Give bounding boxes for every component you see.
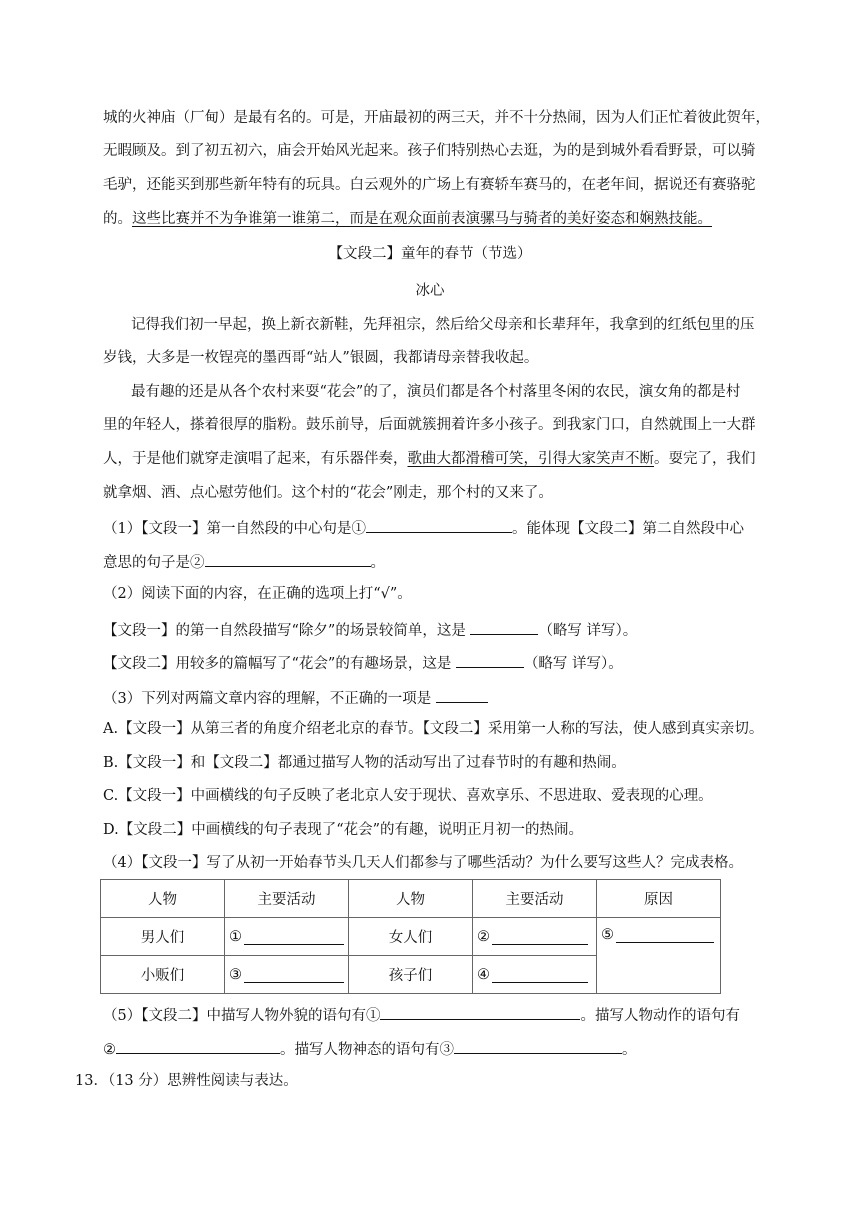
circle-number: ① bbox=[229, 928, 242, 945]
option-d: D.【文段二】中画横线的句子表现了“花会”的有趣，说明正月初一的热闹。 bbox=[103, 822, 584, 838]
passage1-text: 的。 bbox=[103, 211, 132, 227]
answer-blank[interactable] bbox=[436, 686, 488, 703]
option-c: C.【文段一】中画横线的句子反映了老北京人安于现状、喜欢享乐、不思进取、爱表现的心理。 bbox=[103, 788, 713, 804]
question-text: （略写 详写）。 bbox=[523, 656, 623, 672]
table-header: 主要活动 bbox=[473, 880, 597, 918]
question-text: 意思的句子是② bbox=[103, 555, 205, 571]
table-header-row bbox=[101, 880, 721, 918]
answer-blank[interactable] bbox=[470, 618, 538, 635]
answer-blank[interactable] bbox=[244, 930, 344, 945]
question-text: 。 bbox=[370, 555, 385, 571]
table-cell: 小贩们 bbox=[101, 956, 225, 994]
answer-blank[interactable] bbox=[456, 651, 524, 668]
table-cell: 男人们 bbox=[101, 918, 225, 956]
question-2: （2）阅读下面的内容，在正确的选项上打“√”。 bbox=[103, 586, 412, 602]
answer-blank[interactable] bbox=[492, 930, 588, 945]
option-b: B.【文段一】和【文段二】都通过描写人物的活动写出了过春节时的有趣和热闹。 bbox=[103, 755, 626, 771]
passage2-text: 。耍完了，我们 bbox=[654, 451, 756, 467]
activity-table bbox=[100, 879, 721, 994]
answer-blank[interactable] bbox=[492, 968, 588, 983]
circle-number: ③ bbox=[229, 966, 242, 983]
answer-blank[interactable] bbox=[116, 1037, 280, 1054]
passage2-line bbox=[103, 449, 756, 469]
question-text: 【文段二】用较多的篇幅写了“花会”的有趣场景，这是 bbox=[103, 656, 452, 672]
question-text: ② bbox=[103, 1042, 116, 1058]
passage1-line bbox=[103, 209, 712, 229]
passage2-line: 岁钱，大多是一枚锃亮的墨西哥“站人”银圆，我都请母亲替我收起。 bbox=[103, 350, 539, 366]
answer-blank[interactable] bbox=[244, 968, 344, 983]
passage2-author: 冰心 bbox=[415, 283, 445, 299]
table-header: 人物 bbox=[101, 880, 225, 918]
reason-cell[interactable] bbox=[597, 918, 721, 994]
table-header: 人物 bbox=[349, 880, 473, 918]
option-a: A.【文段一】从第三者的角度介绍老北京的春节。【文段二】采用第一人称的写法，使人感到真实亲切。 bbox=[103, 721, 764, 737]
answer-cell[interactable] bbox=[225, 956, 349, 994]
question-text: 。描写人物神态的语句有③ bbox=[280, 1042, 454, 1058]
question-2-item bbox=[103, 651, 623, 674]
passage2-line: 记得我们初一早起，换上新衣新鞋，先拜祖宗，然后给父母亲和长辈拜年，我拿到的红纸包里的压 bbox=[131, 317, 755, 333]
answer-blank[interactable] bbox=[454, 1037, 622, 1054]
question-text: 。描写人物动作的语句有 bbox=[580, 1008, 740, 1024]
table-header: 主要活动 bbox=[225, 880, 349, 918]
circle-number: ④ bbox=[477, 966, 490, 983]
question-3 bbox=[103, 686, 488, 709]
question-1-cont bbox=[103, 550, 385, 573]
circle-number: ② bbox=[477, 928, 490, 945]
underlined-sentence: 歌曲大都滑稽可笑，引得大家笑声不断 bbox=[407, 451, 654, 467]
passage2-title: 【文段二】童年的春节（节选） bbox=[328, 246, 532, 262]
table-header: 原因 bbox=[597, 880, 721, 918]
question-4: （4）【文段一】写了从初一开始春节头几天人们都参与了哪些活动？为什么要写这些人？完成表格。 bbox=[103, 855, 743, 871]
passage2-text: 人，于是他们就穿走演唱了起来，有乐器伴奏， bbox=[103, 451, 408, 467]
passage1-line: 无暇顾及。到了初五初六，庙会开始风光起来。孩子们特别热心去逛，为的是到城外看看野景，可以骑 bbox=[103, 143, 756, 159]
answer-blank[interactable] bbox=[366, 516, 512, 533]
question-text: （1）【文段一】第一自然段的中心句是① bbox=[103, 521, 366, 537]
passage2-line: 最有趣的还是从各个农村来耍“花会”的了，演员们都是各个村落里冬闲的农民，演女角的都是村 bbox=[131, 384, 741, 400]
circle-number: ⑤ bbox=[601, 927, 614, 943]
table-row bbox=[101, 918, 721, 956]
question-text: 。能体现【文段二】第二自然段中心 bbox=[511, 521, 744, 537]
passage2-line: 里的年轻人，搽着很厚的脂粉。鼓乐前导，后面就簇拥着许多小孩子。到我家门口，自然就围上一大群 bbox=[103, 417, 756, 433]
passage1-line: 城的火神庙（厂甸）是最有名的。可是，开庙最初的两三天，并不十分热闹，因为人们正忙着彼此贺年， bbox=[103, 110, 770, 126]
answer-cell[interactable] bbox=[225, 918, 349, 956]
question-1 bbox=[103, 516, 744, 539]
question-text: （3）下列对两篇文章内容的理解，不正确的一项是 bbox=[103, 691, 432, 707]
question-2-item bbox=[103, 618, 637, 641]
answer-blank[interactable] bbox=[380, 1003, 580, 1020]
question-text: （略写 详写）。 bbox=[538, 623, 638, 639]
question-text: 。 bbox=[622, 1042, 637, 1058]
passage2-line: 就拿烟、酒、点心慰劳他们。这个村的“花会”刚走，那个村的又来了。 bbox=[103, 485, 553, 501]
passage1-line: 毛驴，还能买到那些新年特有的玩具。白云观外的广场上有赛轿车赛马的，在老年间，据说还有赛骆驼 bbox=[103, 177, 756, 193]
answer-blank[interactable] bbox=[616, 928, 714, 943]
question-text: 【文段一】的第一自然段描写“除夕”的场景较简单，这是 bbox=[103, 623, 466, 639]
table-cell: 孩子们 bbox=[349, 956, 473, 994]
answer-cell[interactable] bbox=[473, 956, 597, 994]
question-5-cont bbox=[103, 1037, 637, 1060]
table-cell: 女人们 bbox=[349, 918, 473, 956]
question-13: 13．（13 分）思辨性阅读与表达。 bbox=[75, 1073, 298, 1089]
answer-cell[interactable] bbox=[473, 918, 597, 956]
underlined-sentence: 这些比赛并不为争谁第一谁第二，而是在观众面前表演骡马与骑者的美好姿态和娴熟技能。 bbox=[132, 211, 712, 227]
question-text: （5）【文段二】中描写人物外貌的语句有① bbox=[103, 1008, 381, 1024]
answer-blank[interactable] bbox=[205, 550, 371, 567]
question-5 bbox=[103, 1003, 740, 1026]
